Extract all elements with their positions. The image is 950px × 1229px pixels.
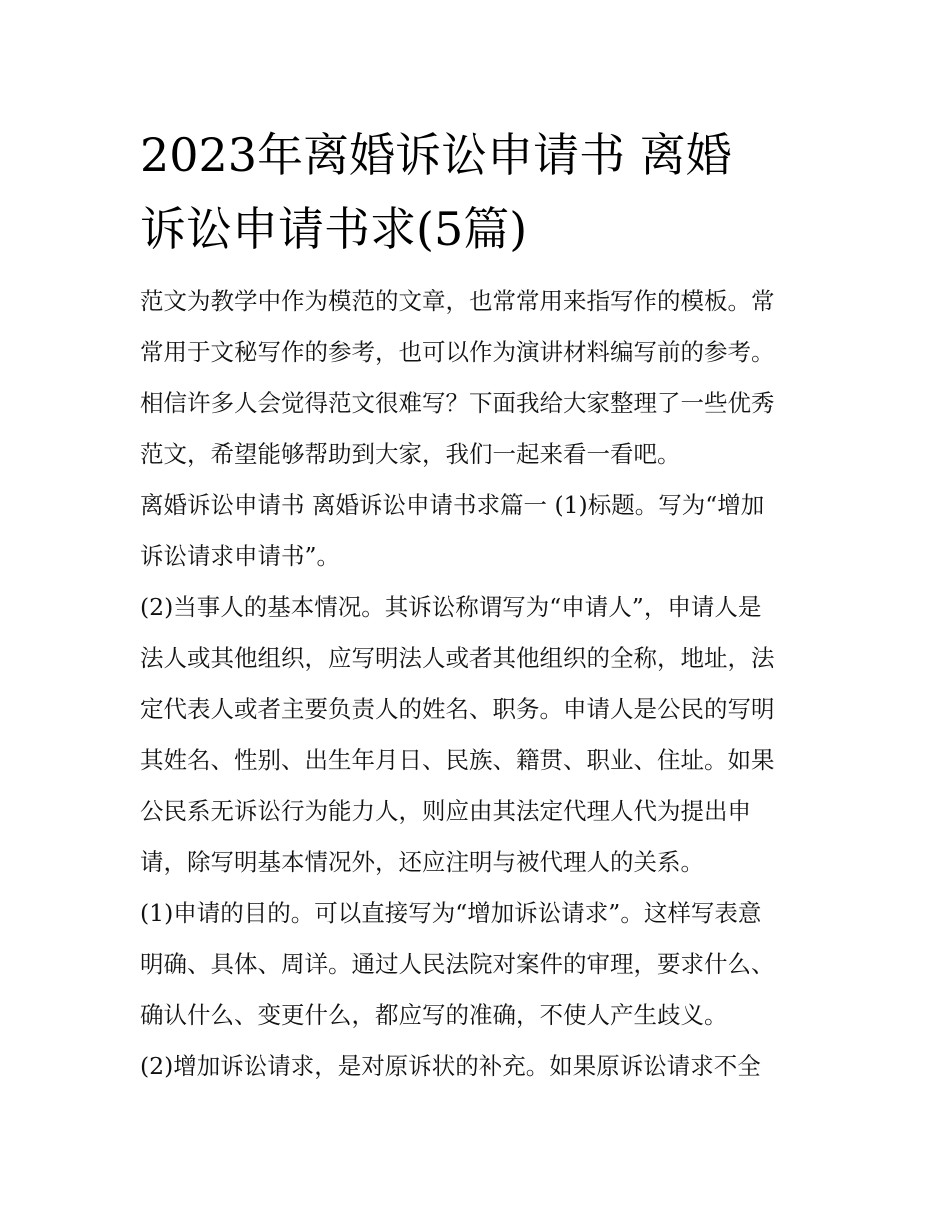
body-line: 法人或其他组织，应写明法人或者其他组织的全称，地址，法 (140, 644, 775, 672)
body-line: 定代表人或者主要负责人的姓名、职务。申请人是公民的写明 (140, 695, 775, 723)
body-line: 常用于文秘写作的参考，也可以作为演讲材料编写前的参考。 (140, 338, 775, 366)
document-title (140, 118, 820, 266)
body-line: 离婚诉讼申请书 离婚诉讼申请书求篇一 (1)标题。写为“增加 (140, 491, 765, 519)
body-line: (2)增加诉讼请求，是对原诉状的补充。如果原诉讼请求不全 (140, 1052, 761, 1080)
body-line: 范文，希望能够帮助到大家，我们一起来看一看吧。 (140, 440, 681, 468)
body-line: 明确、具体、周详。通过人民法院对案件的审理，要求什么、 (140, 950, 775, 978)
body-line: 相信许多人会觉得范文很难写？下面我给大家整理了一些优秀 (140, 389, 775, 417)
document-body (140, 276, 830, 1092)
body-line: 诉讼请求申请书”。 (140, 542, 341, 570)
body-line: (2)当事人的基本情况。其诉讼称谓写为“申请人”，申请人是 (140, 593, 762, 621)
body-line: 确认什么、变更什么，都应写的准确，不使人产生歧义。 (140, 1001, 728, 1029)
title-line: 2023年离婚诉讼申请书 离婚 (140, 128, 732, 182)
body-line: 范文为教学中作为模范的文章，也常常用来指写作的模板。常 (140, 287, 775, 315)
body-line: 其姓名、性别、出生年月日、民族、籍贯、职业、住址。如果 (140, 746, 775, 774)
title-line: 诉讼申请书求(5篇) (140, 202, 528, 256)
body-line: 请，除写明基本情况外，还应注明与被代理人的关系。 (140, 848, 704, 876)
body-line: (1)申请的目的。可以直接写为“增加诉讼请求”。这样写表意 (140, 899, 762, 927)
body-line: 公民系无诉讼行为能力人，则应由其法定代理人代为提出申 (140, 797, 751, 825)
